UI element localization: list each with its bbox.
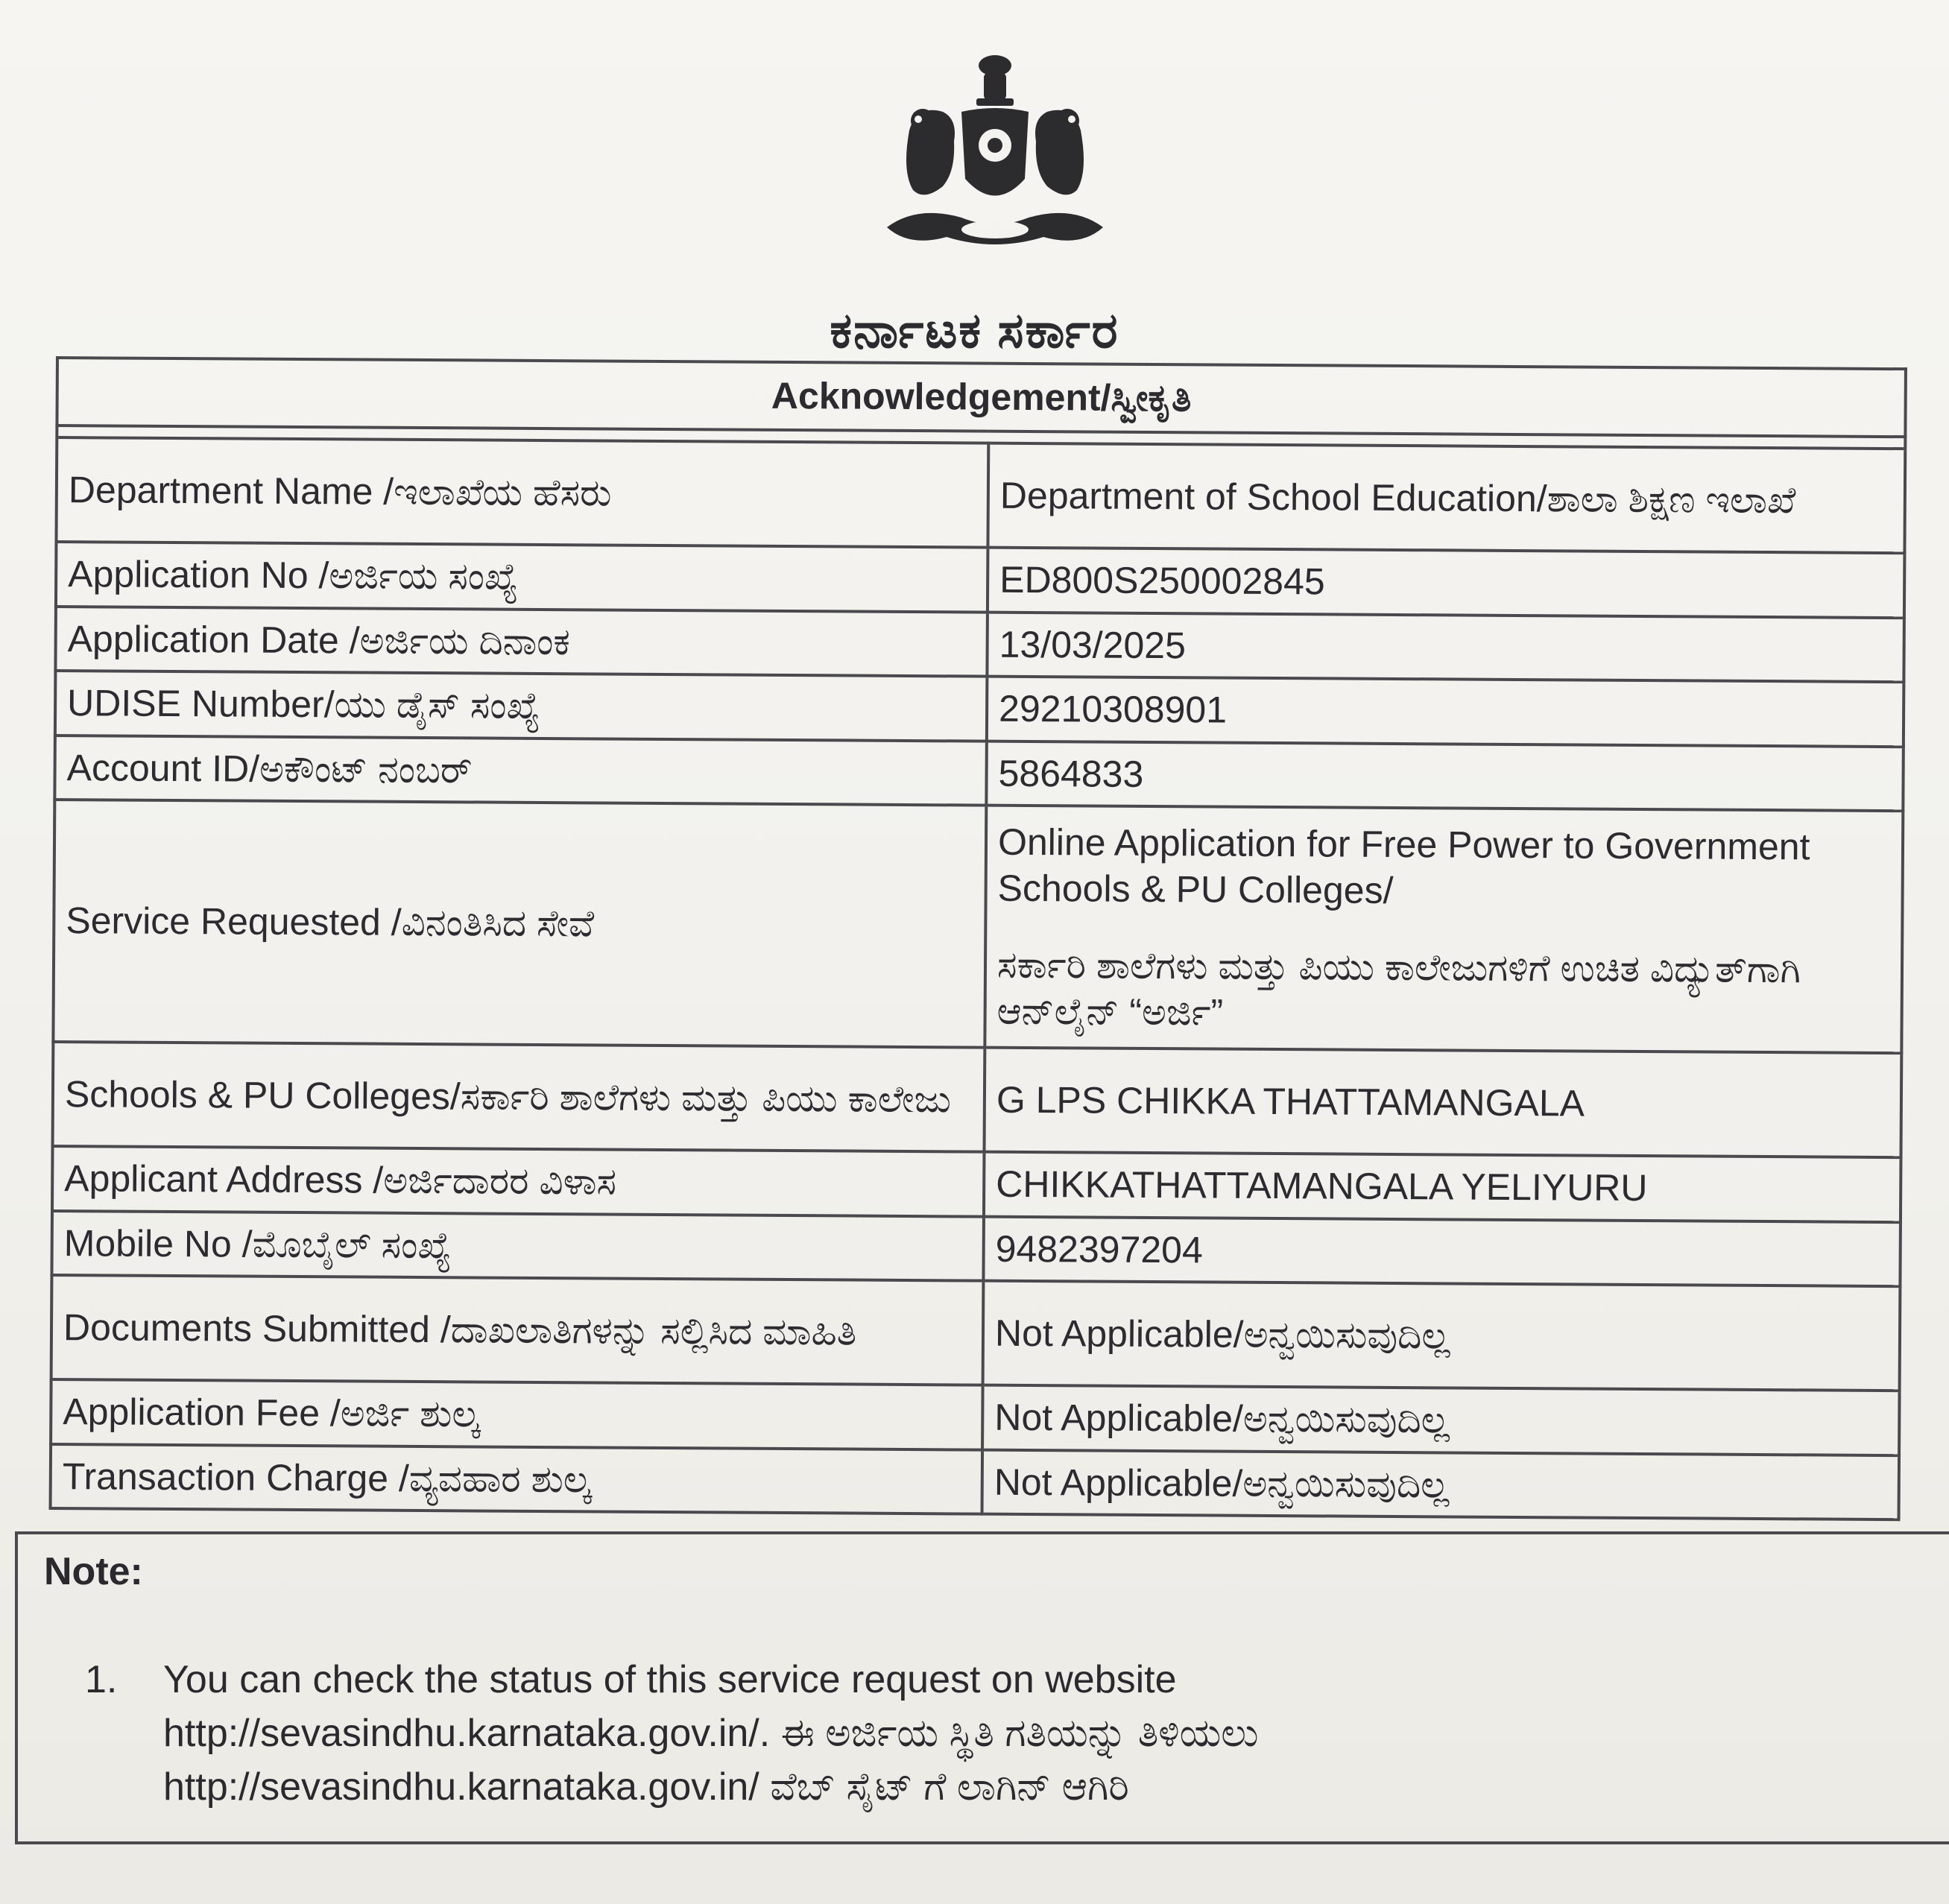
acknowledgement-title: Acknowledgement/ಸ್ವೀಕೃತಿ	[57, 358, 1906, 437]
application-fee-label: Application Fee /ಅರ್ಜಿ ಶುಲ್ಕ	[51, 1379, 983, 1449]
schools-colleges-value: G LPS CHIKKA THATTAMANGALA	[985, 1048, 1902, 1158]
transaction-charge-label: Transaction Charge /ವ್ಯವಹಾರ ಶುಲ್ಕ	[51, 1443, 983, 1514]
transaction-charge-value: Not Applicable/ಅನ್ವಯಿಸುವುದಿಲ್ಲ	[982, 1449, 1900, 1519]
table-row	[52, 1146, 1901, 1222]
note-item-line-2: http://sevasindhu.karnataka.gov.in/. ಈ ಅರ್ಜಿಯ ಸ್ಥಿತಿ ಗತಿಯನ್ನು ತಿಳಿಯಲು	[163, 1711, 1259, 1755]
table-row	[56, 437, 1905, 553]
government-title: ಕರ್ನಾಟಕ ಸರ್ಕಾರ	[830, 303, 1119, 358]
table-row	[51, 1210, 1900, 1286]
mobile-no-label: Mobile No /ಮೊಬೈಲ್ ಸಂಖ್ಯೆ	[51, 1210, 984, 1280]
service-requested-value	[985, 806, 1903, 1054]
table-row	[51, 1275, 1901, 1391]
application-date-value: 13/03/2025	[987, 612, 1904, 682]
application-date-label: Application Date /ಅರ್ಜಿಯ ದಿನಾಂಕ	[55, 607, 988, 677]
mobile-no-value: 9482397204	[983, 1216, 1901, 1286]
table-row	[51, 1443, 1899, 1519]
note-item	[85, 1654, 1874, 1814]
service-requested-kannada: ಸರ್ಕಾರಿ ಶಾಲೆಗಳು ಮತ್ತು ಪಿಯು ಕಾಲೇಜುಗಳಿಗೆ ಉಚಿತ ವಿದ್ಯುತ್‌ಗಾಗಿ ಆನ್‌ಲೈನ್ “ಅರ್ಜಿ”	[996, 943, 1801, 1034]
table-header-row	[57, 358, 1906, 437]
schools-colleges-label: Schools & PU Colleges/ಸರ್ಕಾರಿ ಶಾಲೆಗಳು ಮತ್ತು ಪಿಯು ಕಾಲೇಜು	[53, 1042, 985, 1152]
documents-submitted-value: Not Applicable/ಅನ್ವಯಿಸುವುದಿಲ್ಲ	[983, 1281, 1901, 1391]
table-row	[53, 1042, 1902, 1157]
application-fee-value: Not Applicable/ಅನ್ವಯಿಸುವುದಿಲ್ಲ	[982, 1385, 1900, 1455]
udise-number-label: UDISE Number/ಯು ಡೈಸ್ ಸಂಖ್ಯೆ	[55, 671, 988, 741]
note-item-line-3: http://sevasindhu.karnataka.gov.in/ ವೆಬ್ ಸೈಟ್ ಗೆ ಲಾಗಿನ್ ಆಗಿರಿ	[163, 1765, 1129, 1809]
table-row	[51, 1379, 1899, 1455]
note-section	[15, 1531, 1949, 1844]
department-name-label: Department Name /ಇಲಾಖೆಯ ಹೆಸರು	[56, 437, 988, 548]
documents-submitted-label: Documents Submitted /ದಾಖಲಾತಿಗಳನ್ನು ಸಲ್ಲಿಸಿದ ಮಾಹಿತಿ	[51, 1275, 984, 1385]
application-no-value: ED800S250002845	[988, 548, 1905, 618]
service-requested-english: Online Application for Free Power to Government Schools & PU Colleges/	[997, 820, 1810, 911]
note-item-line-1: You can check the status of this service request on website	[163, 1658, 1177, 1701]
application-no-label: Application No /ಅರ್ಜಿಯ ಸಂಖ್ಯೆ	[56, 542, 988, 612]
account-id-label: Account ID/ಅಕೌಂಟ್ ನಂಬರ್	[54, 736, 987, 806]
udise-number-value: 29210308901	[987, 677, 1904, 747]
table-row	[55, 607, 1904, 683]
acknowledgement-table	[49, 356, 1907, 1521]
karnataka-emblem-icon	[872, 52, 1118, 268]
table-row	[53, 800, 1903, 1053]
note-title: Note:	[44, 1550, 143, 1593]
table-row	[56, 542, 1904, 618]
table-row	[54, 736, 1903, 812]
department-name-value: Department of School Education/ಶಾಲಾ ಶಿಕ್ಷಣ ಇಲಾಖೆ	[988, 443, 1905, 554]
account-id-value: 5864833	[986, 741, 1904, 811]
table-row	[55, 671, 1904, 747]
service-requested-label: Service Requested /ವಿನಂತಿಸಿದ ಸೇವೆ	[53, 800, 986, 1048]
applicant-address-value: CHIKKATHATTAMANGALA YELIYURU	[984, 1152, 1901, 1222]
note-item-number: 1.	[85, 1658, 118, 1701]
applicant-address-label: Applicant Address /ಅರ್ಜಿದಾರರ ವಿಳಾಸ	[52, 1146, 985, 1216]
